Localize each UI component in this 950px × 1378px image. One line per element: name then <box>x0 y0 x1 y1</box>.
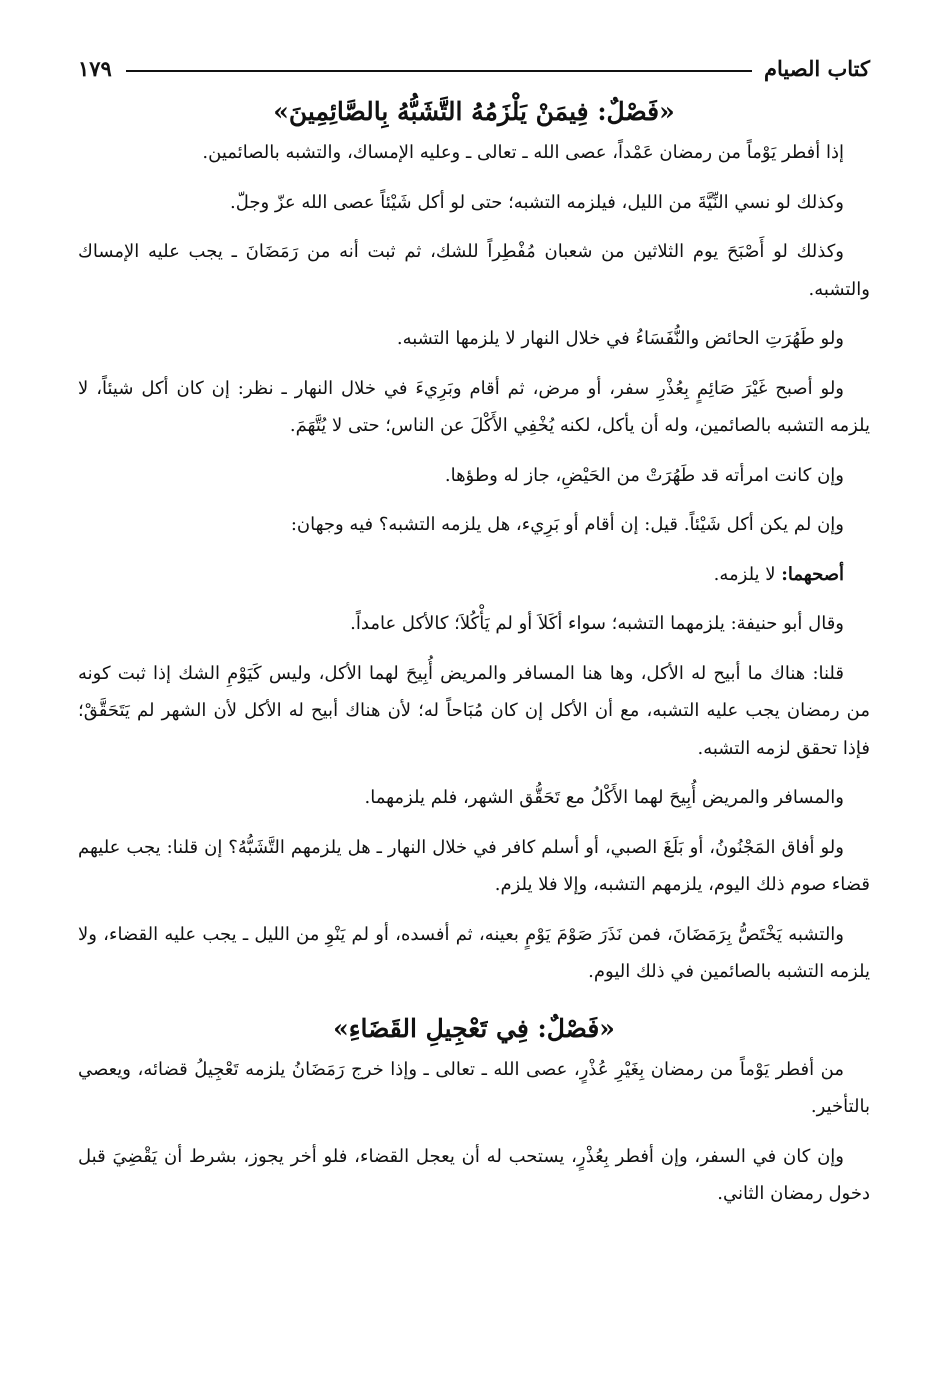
paragraph: والتشبه يَخْتَصُّ بِرَمَضَانَ، فمن نَذَرَ صَوْمَ يَوْمٍ بعينه، ثم أفسده، أو لم يَنْوِ من الليل ـ يجب عليه القضاء، ولا يلزمه التشبه بالصائمين في ذلك اليوم. <box>78 923 870 982</box>
paragraph: وإن كانت امرأته قد طَهُرَتْ من الحَيْضِ، جاز له وطؤها. <box>444 464 844 486</box>
running-header <box>78 48 870 88</box>
paragraph: قلنا: هناك ما أبيح له الأكل، وها هنا المسافر والمريض أُبِيحَ لهما الأكل، وليس كَيَوْمِ الشك إذا ثبت كونه من رمضان يجب عليه التشبه، مع أن الأكل إن كان مُبَاحاً له؛ لأن هناك أبيح له الأكل لأن الشهر لم يَتَحَقَّقْ؛ فإذا تحقق لزمه التشبه. <box>78 662 870 759</box>
page-number: ١٧٩ <box>78 55 112 81</box>
paragraph-label: أصحهما: <box>781 563 844 585</box>
paragraph: وقال أبو حنيفة: يلزمهما التشبه؛ سواء أكَلاَ أو لم يَأْكُلاَ؛ كالأكل عامداً. <box>350 613 844 634</box>
paragraph: من أفطر يَوْماً من رمضان بِغَيْرِ عُذْرٍ، عصى الله ـ تعالى ـ وإذا خرج رَمَضَانُ يلزمه تَعْجِيلُ قضائه، ويعصي بالتأخير. <box>78 1058 870 1117</box>
paragraph: وكذلك لو أَصْبَحَ يوم الثلاثين من شعبان مُفْطِراً للشك، ثم ثبت أنه من رَمَضَانَ ـ يجب عليه الإمساك والتشبه. <box>78 241 870 300</box>
labeled-paragraph <box>78 556 870 594</box>
paragraph: إذا أفطر يَوْماً من رمضان عَمْداً، عصى الله ـ تعالى ـ وعليه الإمساك، والتشبه بالصائمين. <box>202 142 844 163</box>
paragraph: وإن كان في السفر، وإن أفطر بِعُذْرٍ، يستحب له أن يعجل القضاء، فلو أخر يجوز، بشرط أن يَقْضِيَ قبل دخول رمضان الثاني. <box>78 1145 870 1204</box>
paragraph: ولو طَهُرَتِ الحائض والنُّفَسَاءُ في خلال النهار لا يلزمها التشبه. <box>396 328 844 349</box>
paragraph: وكذلك لو نسي النِّيَّةَ من الليل، فيلزمه التشبه؛ حتى لو أكل شَيْئاً عصى الله عزّ وجلّ. <box>230 191 844 213</box>
paragraph: ولو أفاق المَجْنُونُ، أو بَلَغَ الصبي، أو أسلم كافر في خلال النهار ـ هل يلزمهم التَّشَبُّهُ؟ إن قلنا: يجب عليهم قضاء صوم ذلك اليوم، يلزمهم التشبه، وإلا فلا يلزم. <box>78 836 870 895</box>
paragraph-text: لا يلزمه. <box>713 563 782 585</box>
header-rule <box>126 70 752 72</box>
paragraph: والمسافر والمريض أُبِيحَ لهما الأَكْلُ مع تَحَقُّق الشهر، فلم يلزمهما. <box>364 787 844 808</box>
paragraph: ولو أصبح غَيْرَ صَائِمٍ بِعُذْرِ سفر، أو مرض، ثم أقام وبَرِيءَ في خلال النهار ـ نظر: إن كان أكل شيئاً، لا يلزمه التشبه بالصائمين، وله أن يأكل، لكنه يُخْفِي الأَكْلَ عن الناس؛ حتى لا يُتَّهَمَ. <box>78 377 870 436</box>
paragraph: وإن لم يكن أكل شَيْئاً. قيل: إن أقام أو بَرِيء، هل يلزمه التشبه؟ فيه وجهان: <box>290 514 844 535</box>
section-title: «فَصْلٌ: فِي تَعْجِيلِ القَضَاءِ» <box>333 1013 615 1043</box>
book-title: كتاب الصيام <box>764 55 870 81</box>
section-title: «فَصْلٌ: فِيمَنْ يَلْزَمُهُ التَّشَبُّهُ بِالصَّائِمِينَ» <box>273 97 675 126</box>
